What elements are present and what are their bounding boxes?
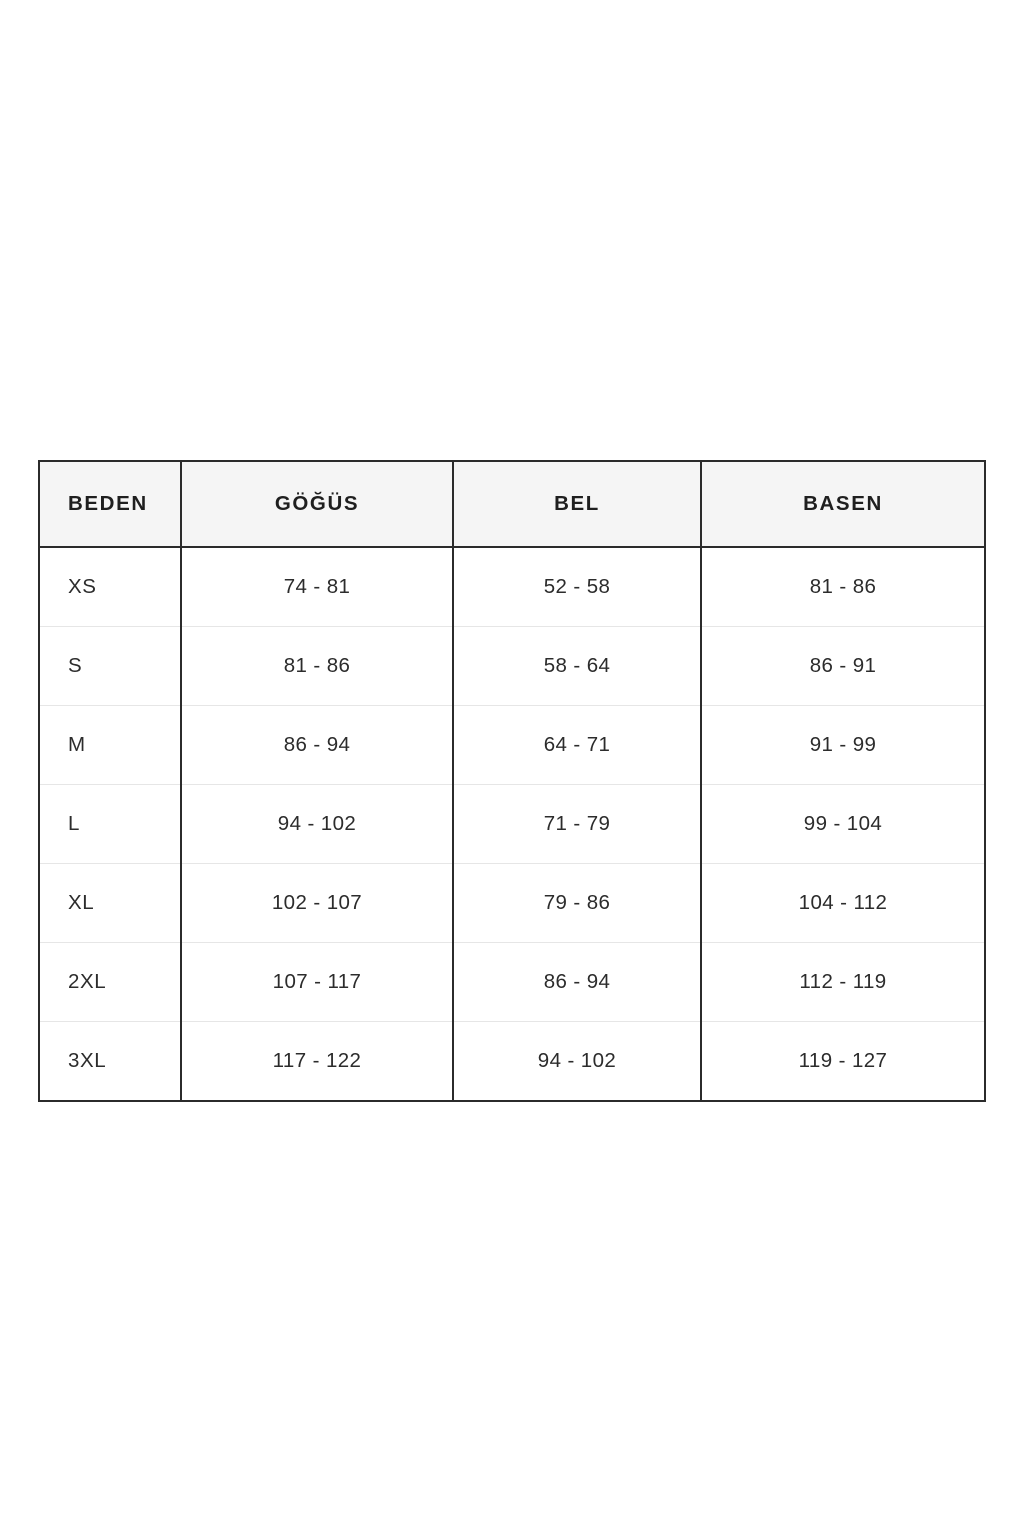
- table-body: [39, 547, 985, 1101]
- cell-waist: 94 - 102: [453, 1022, 701, 1102]
- size-chart-table: [38, 460, 986, 1102]
- table-row: [39, 547, 985, 627]
- cell-hip: 112 - 119: [701, 943, 985, 1022]
- cell-size: M: [39, 706, 181, 785]
- cell-chest: 86 - 94: [181, 706, 453, 785]
- cell-waist: 79 - 86: [453, 864, 701, 943]
- cell-hip: 99 - 104: [701, 785, 985, 864]
- cell-chest: 74 - 81: [181, 547, 453, 627]
- table-row: [39, 627, 985, 706]
- cell-waist: 86 - 94: [453, 943, 701, 1022]
- cell-size: L: [39, 785, 181, 864]
- table-row: [39, 864, 985, 943]
- cell-hip: 91 - 99: [701, 706, 985, 785]
- cell-size: XL: [39, 864, 181, 943]
- cell-chest: 107 - 117: [181, 943, 453, 1022]
- cell-chest: 94 - 102: [181, 785, 453, 864]
- cell-chest: 117 - 122: [181, 1022, 453, 1102]
- table-row: [39, 943, 985, 1022]
- column-header-basen: BASEN: [701, 461, 985, 547]
- cell-size: 3XL: [39, 1022, 181, 1102]
- cell-hip: 119 - 127: [798, 1049, 888, 1072]
- column-header-bel: BEL: [453, 461, 701, 547]
- cell-waist: 52 - 58: [453, 547, 701, 627]
- column-header-beden: BEDEN: [39, 461, 181, 547]
- table-row: [39, 1022, 985, 1102]
- cell-waist: 71 - 79: [453, 785, 701, 864]
- cell-hip: 81 - 86: [701, 547, 985, 627]
- cell-size: S: [39, 627, 181, 706]
- cell-hip: 86 - 91: [701, 627, 985, 706]
- cell-waist: 58 - 64: [453, 627, 701, 706]
- table-row: [39, 706, 985, 785]
- cell-chest: 81 - 86: [181, 627, 453, 706]
- cell-chest: 102 - 107: [181, 864, 453, 943]
- cell-size: XS: [39, 547, 181, 627]
- cell-hip: 104 - 112: [701, 864, 985, 943]
- table-header-row: [39, 461, 985, 547]
- table-header: [39, 461, 985, 547]
- table-row: [39, 785, 985, 864]
- cell-size: 2XL: [39, 943, 181, 1022]
- cell-waist: 64 - 71: [453, 706, 701, 785]
- column-header-gogus: GÖĞÜS: [181, 461, 453, 547]
- size-chart-container: [38, 460, 984, 1102]
